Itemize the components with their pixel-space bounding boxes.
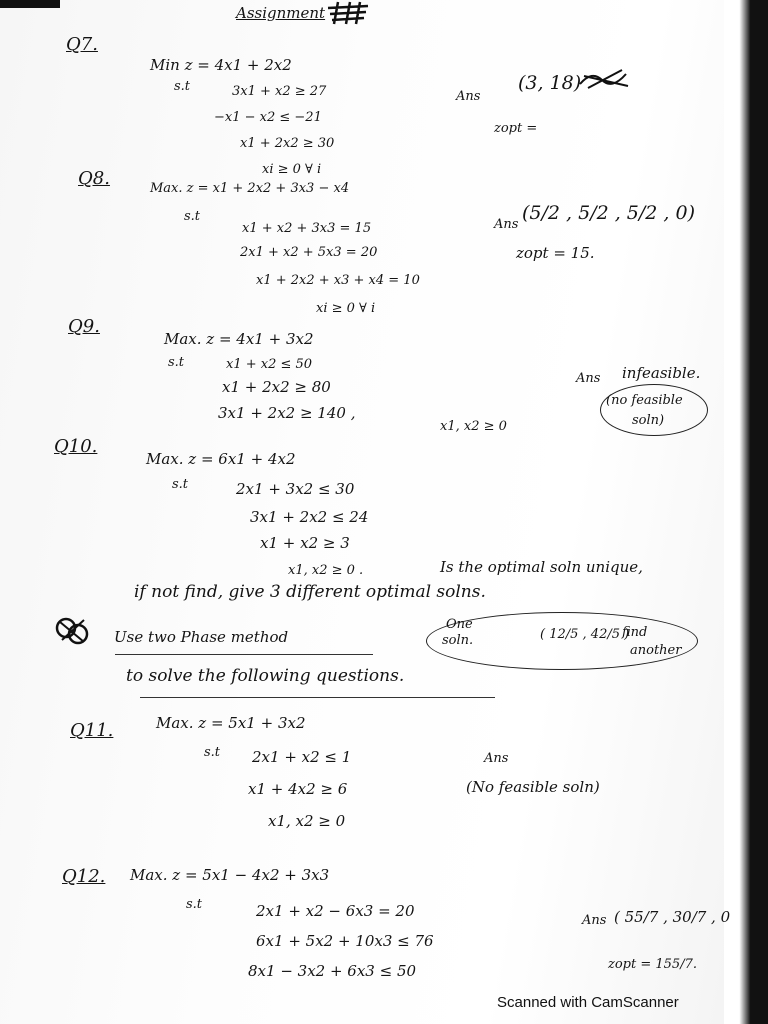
q8-st: s.t	[184, 209, 201, 224]
q10-note-find: find	[622, 625, 648, 640]
q10-question-2: if not find, give 3 different optimal solns.	[134, 582, 486, 602]
q12-answer-label: Ans	[582, 913, 607, 928]
q9-answer-text: infeasible.	[622, 364, 701, 382]
q9-st: s.t	[168, 355, 185, 370]
q12-answer-point: ( 55/7 , 30/7 , 0	[614, 908, 731, 926]
q11-constraint-1: 2x1 + x2 ≤ 1	[252, 748, 352, 766]
q10-nonneg: x1, x2 ≥ 0 .	[288, 563, 364, 578]
q7-objective: Min z = 4x1 + 2x2	[150, 56, 292, 74]
q7-answer-point: (3, 18)	[518, 72, 582, 94]
q12-constraint-1: 2x1 + x2 − 6x3 = 20	[256, 902, 415, 920]
scribble-mark	[324, 0, 372, 26]
q9-answer-note-1: (no feasible	[606, 393, 683, 408]
q10-constraint-1: 2x1 + 3x2 ≤ 30	[236, 480, 355, 498]
page-title: Assignment	[236, 4, 326, 22]
q11-nonneg: x1, x2 ≥ 0	[268, 812, 346, 830]
q12-objective: Max. z = 5x1 − 4x2 + 3x3	[130, 866, 330, 884]
q9-answer-label: Ans	[576, 371, 601, 386]
q8-label: Q8.	[78, 168, 110, 189]
q8-answer-label: Ans	[494, 217, 519, 232]
q12-label: Q12.	[62, 866, 106, 887]
q7-constraint-3: x1 + 2x2 ≥ 30	[240, 136, 335, 151]
scan-edge-right	[724, 0, 768, 1024]
q11-label: Q11.	[70, 720, 114, 741]
q10-note-soln: soln.	[442, 633, 474, 648]
q7-constraint-2: −x1 − x2 ≤ −21	[214, 110, 322, 125]
q7-nonneg: xi ≥ 0 ∀ i	[262, 162, 322, 177]
q8-constraint-1: x1 + x2 + 3x3 = 15	[242, 221, 372, 236]
q9-objective: Max. z = 4x1 + 3x2	[164, 330, 314, 348]
instruction-line-1: Use two Phase method	[114, 628, 289, 646]
q7-st: s.t	[174, 79, 191, 94]
q8-objective: Max. z = x1 + 2x2 + 3x3 − x4	[150, 181, 350, 196]
q8-constraint-3: x1 + 2x2 + x3 + x4 = 10	[256, 273, 420, 288]
q8-constraint-2: 2x1 + x2 + 5x3 = 20	[240, 245, 378, 260]
instruction-underline-1	[115, 654, 373, 655]
q10-label: Q10.	[54, 436, 98, 457]
scan-edge-top	[0, 0, 60, 8]
q11-constraint-2: x1 + 4x2 ≥ 6	[248, 780, 348, 798]
q9-label: Q9.	[68, 316, 100, 337]
q10-note-another: another	[630, 643, 682, 658]
instruction-underline-2	[140, 697, 495, 698]
q9-constraint-3: 3x1 + 2x2 ≥ 140 ,	[218, 404, 356, 422]
q8-answer-point: (5/2 , 5/2 , 5/2 , 0)	[522, 202, 696, 224]
instruction-line-2: to solve the following questions.	[126, 666, 405, 686]
q9-answer-note-2: soln)	[632, 413, 665, 428]
q8-nonneg: xi ≥ 0 ∀ i	[316, 301, 376, 316]
q10-note-one: One	[446, 617, 473, 632]
q9-constraint-2: x1 + 2x2 ≥ 80	[222, 378, 331, 396]
scanner-watermark: Scanned with CamScanner	[497, 994, 679, 1011]
strikeout-mark	[578, 66, 634, 92]
q7-answer-label: Ans	[456, 89, 481, 104]
q12-st: s.t	[186, 897, 203, 912]
q10-constraint-3: x1 + x2 ≥ 3	[260, 534, 350, 552]
q9-answer-circle	[600, 384, 708, 436]
q12-zopt: zopt = 155/7.	[608, 957, 697, 972]
q12-constraint-2: 6x1 + 5x2 + 10x3 ≤ 76	[256, 932, 434, 950]
scribbled-number	[54, 614, 92, 650]
q10-constraint-2: 3x1 + 2x2 ≤ 24	[250, 508, 369, 526]
q10-note-point: ( 12/5 , 42/5 )	[540, 627, 630, 642]
q8-zopt: zopt = 15.	[516, 244, 595, 262]
q9-nonneg: x1, x2 ≥ 0	[440, 419, 507, 434]
q11-st: s.t	[204, 745, 221, 760]
q11-objective: Max. z = 5x1 + 3x2	[156, 714, 306, 732]
q7-label: Q7.	[66, 34, 98, 55]
q12-constraint-3: 8x1 − 3x2 + 6x3 ≤ 50	[248, 962, 417, 980]
q11-answer-text: (No feasible soln)	[466, 778, 600, 796]
q10-question-1: Is the optimal soln unique,	[440, 558, 643, 576]
q7-constraint-1: 3x1 + x2 ≥ 27	[232, 84, 327, 99]
q7-zopt: zopt =	[494, 121, 538, 136]
q10-objective: Max. z = 6x1 + 4x2	[146, 450, 296, 468]
q9-constraint-1: x1 + x2 ≤ 50	[226, 357, 313, 372]
q10-st: s.t	[172, 477, 189, 492]
q11-answer-label: Ans	[484, 751, 509, 766]
